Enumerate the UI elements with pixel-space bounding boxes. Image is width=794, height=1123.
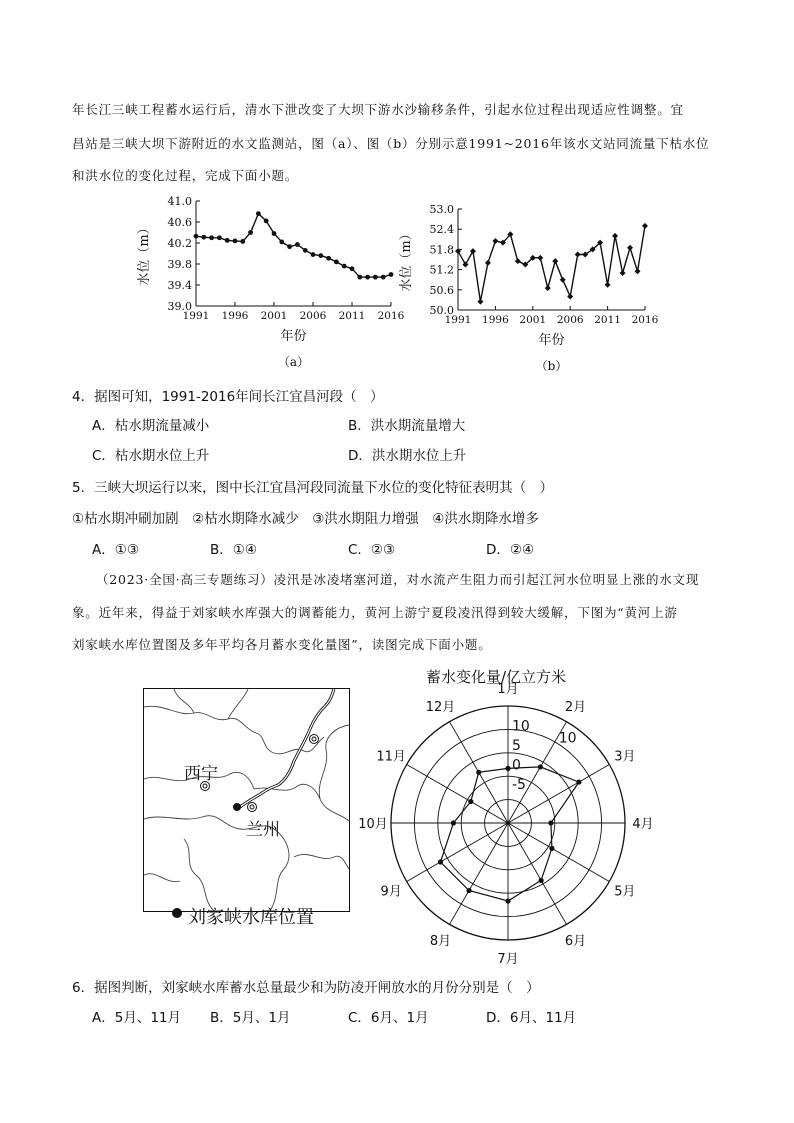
data-point: [537, 255, 543, 261]
data-point: [318, 253, 323, 258]
data-point: [357, 275, 362, 280]
data-point: [389, 272, 394, 277]
data-point: [326, 256, 331, 261]
data-point: [311, 252, 316, 257]
data-point: [545, 285, 551, 291]
data-point: [217, 235, 222, 240]
intro2-line-3: 刘家峡水库位置图及多年平均各月蓄水变化量图”，读图完成下面小题。: [72, 637, 492, 652]
data-point: [209, 235, 214, 240]
data-point: [201, 235, 206, 240]
intro2-line-2: 象。近年来，得益于刘家峡水库强大的调蓄能力，黄河上游宁夏段凌汛得到较大缓解，下图为“黄河上游: [72, 605, 678, 620]
data-point: [287, 244, 292, 249]
radar-point: [451, 820, 456, 825]
x-axis-label: 年份: [538, 333, 565, 348]
intro-line-3: 和洪水位的变化过程，完成下面小题。: [72, 168, 299, 183]
month-label: 9月: [380, 884, 402, 900]
data-point: [365, 275, 370, 280]
legend-dot-icon: [172, 908, 182, 918]
month-label: 1月: [497, 682, 519, 697]
x-tick-label: 2001: [260, 310, 288, 322]
y-tick-label: 51.2: [429, 263, 454, 277]
data-point: [552, 258, 558, 264]
q5-option-a[interactable]: A．①③: [92, 542, 139, 558]
month-label: 10月: [358, 817, 388, 832]
data-point: [462, 262, 468, 268]
radar-point: [466, 888, 471, 893]
month-label: 8月: [429, 933, 452, 949]
data-point: [233, 239, 238, 244]
y-tick-label: 41.0: [167, 195, 192, 208]
x-tick-label: 2011: [594, 314, 621, 326]
month-label: 7月: [497, 952, 519, 967]
data-point: [381, 275, 386, 280]
x-tick-label: 2006: [556, 314, 584, 326]
city-marker-icon: [310, 735, 319, 744]
month-label: 11月: [376, 749, 406, 765]
radar-spoke: [407, 765, 508, 824]
map-label-xining: 西宁: [184, 764, 218, 784]
month-label: 12月: [425, 700, 456, 716]
chart-a: [136, 195, 405, 369]
series-line: [196, 214, 391, 278]
x-tick-label: 2001: [519, 314, 547, 326]
radar-point: [549, 846, 554, 851]
data-point: [560, 277, 566, 283]
radar-spoke: [508, 823, 609, 882]
radar-point: [539, 878, 544, 883]
intro-line-2: 昌站是三峡大坝下游附近的水文监测站，图（a）、图（b）分别示意1991~2016年该水文站同流量下枯水位: [72, 136, 710, 151]
radar-point: [468, 799, 473, 804]
q6-option-d[interactable]: D．6月、11月: [486, 1010, 577, 1026]
radar-point: [505, 898, 510, 903]
data-point: [485, 260, 491, 266]
data-point: [470, 248, 476, 254]
q4-option-c[interactable]: C．枯水期水位上升: [92, 448, 210, 464]
line-charts: [0, 190, 794, 376]
data-point: [248, 230, 253, 235]
intro2-line-1: （2023·全国·高三专题练习）凌汛是冰凌堵塞河道，对水流产生阻力而引起江河水位明显上涨的水文现: [96, 572, 700, 587]
y-tick-label: 39.8: [167, 258, 192, 271]
radar-point: [576, 779, 581, 784]
data-point: [342, 264, 347, 269]
radar-spoke: [407, 823, 508, 882]
x-tick-label: 1991: [444, 314, 472, 326]
data-point: [620, 270, 626, 276]
q4-stem: 4．据图可知，1991-2016年间长江宜昌河段（ ）: [72, 389, 384, 405]
data-point: [256, 211, 261, 216]
data-point: [373, 275, 378, 280]
x-tick-label: 2011: [338, 310, 366, 322]
lanzhou-marker-inner: [250, 805, 254, 809]
radar-point: [548, 820, 553, 825]
x-axis-label: 年份: [280, 329, 307, 344]
radar-spoke: [508, 823, 567, 924]
map-boundary: [174, 689, 194, 713]
month-label: 4月: [632, 817, 654, 832]
data-point: [477, 299, 483, 305]
x-tick-label: 1991: [182, 310, 210, 322]
data-point: [567, 294, 573, 300]
data-point: [642, 223, 648, 229]
y-tick-label: 51.8: [429, 243, 454, 257]
xining-marker-inner: [203, 784, 207, 788]
radar-point: [438, 859, 443, 864]
y-tick-label: 50.0: [429, 304, 454, 317]
data-point: [194, 234, 199, 239]
y-tick-label: 50.6: [429, 283, 454, 297]
x-tick-label: 2016: [631, 314, 659, 326]
data-point: [635, 268, 641, 274]
data-point: [295, 242, 300, 247]
month-label: 2月: [564, 700, 587, 716]
y-tick-label: 39.4: [167, 279, 192, 292]
q6-option-c[interactable]: C．6月、1月: [348, 1010, 429, 1026]
q6-option-b[interactable]: B．5月、1月: [210, 1010, 291, 1026]
map-boundary: [319, 725, 349, 799]
data-point: [575, 251, 581, 257]
x-tick-label: 2006: [299, 310, 327, 322]
y-tick-label: 40.2: [167, 237, 192, 250]
chart-caption: （a）: [277, 355, 310, 369]
intro-line-1: 年长江三峡工程蓄水运行后，清水下泄改变了大坝下游水沙输移条件，引起水位过程出现适应性调整。宜: [72, 102, 684, 117]
q5-option-d[interactable]: D．②④: [486, 542, 535, 558]
map-legend: 刘家峡水库位置: [188, 907, 314, 928]
data-point: [240, 239, 245, 244]
data-point: [627, 245, 633, 251]
radar-title: 蓄水变化量/亿立方米: [426, 668, 567, 686]
q6-option-a[interactable]: A．5月、11月: [92, 1010, 182, 1026]
radar-point: [538, 764, 543, 769]
radar-chart: [350, 680, 654, 967]
reservoir-map: [143, 688, 350, 912]
q4-option-d[interactable]: D．洪水期水位上升: [348, 448, 467, 464]
radar-point: [505, 766, 510, 771]
month-label: 3月: [614, 749, 636, 765]
ring-label: 0: [512, 757, 521, 774]
month-label: 6月: [564, 933, 587, 949]
y-tick-label: 52.4: [429, 223, 454, 237]
data-point: [492, 238, 498, 244]
y-tick-label: 53.0: [429, 203, 454, 216]
chart-caption: （b）: [535, 359, 568, 373]
data-point: [264, 219, 269, 224]
data-point: [303, 248, 308, 253]
y-tick-label: 39.0: [167, 300, 192, 313]
radar-series: [441, 767, 579, 901]
map-drawing: [144, 689, 349, 911]
q5-items: ①枯水期冲刷加剧 ②枯水期降水减少 ③洪水期阻力增强 ④洪水期降水增多: [72, 511, 539, 527]
data-point: [605, 282, 611, 288]
data-point: [279, 240, 284, 245]
radar-spoke: [508, 765, 609, 824]
radar-point: [476, 770, 481, 775]
map-boundary: [144, 706, 324, 754]
chart-b: [398, 203, 659, 373]
data-point: [350, 266, 355, 271]
q5-stem: 5．三峡大坝运行以来，图中长江宜昌河段同流量下水位的变化特征表明其（ ）: [72, 480, 554, 496]
data-point: [272, 231, 277, 236]
ring-label: 5: [512, 738, 521, 754]
map-boundary: [184, 839, 214, 911]
lanzhou-marker-icon: [248, 803, 257, 812]
y-axis-label: 水位（m）: [137, 221, 152, 286]
x-tick-label: 1996: [482, 314, 509, 326]
radar-plot: [358, 682, 653, 967]
y-tick-label: 40.6: [167, 216, 192, 229]
radar-spoke: [450, 823, 509, 924]
city-marker-inner: [312, 737, 316, 741]
y-axis-label: 水位（m）: [399, 227, 414, 292]
ring-label: -5: [512, 777, 526, 793]
data-point: [334, 260, 339, 265]
map-boundary: [294, 854, 349, 869]
ring-label: 10: [558, 730, 577, 747]
q4-option-a[interactable]: A．枯水期流量减小: [92, 418, 210, 434]
liujiaxia-reservoir-icon: [233, 803, 241, 811]
month-label: 5月: [614, 884, 636, 900]
data-point: [515, 258, 521, 264]
x-tick-label: 1996: [221, 310, 249, 322]
q5-option-b[interactable]: B．①④: [210, 542, 257, 558]
data-point: [225, 238, 230, 243]
map-label-lanzhou: 兰州: [246, 820, 280, 840]
ring-label: 10: [512, 718, 530, 735]
q5-option-c[interactable]: C．②③: [348, 542, 396, 558]
q4-option-b[interactable]: B．洪水期流量增大: [348, 418, 466, 434]
map-boundary: [228, 689, 248, 719]
map-boundary: [144, 874, 180, 882]
x-tick-label: 2016: [377, 310, 405, 322]
q6-stem: 6．据图判断，刘家峡水库蓄水总量最少和为防凌开闸放水的月份分别是（ ）: [72, 980, 540, 996]
data-point: [612, 233, 618, 239]
